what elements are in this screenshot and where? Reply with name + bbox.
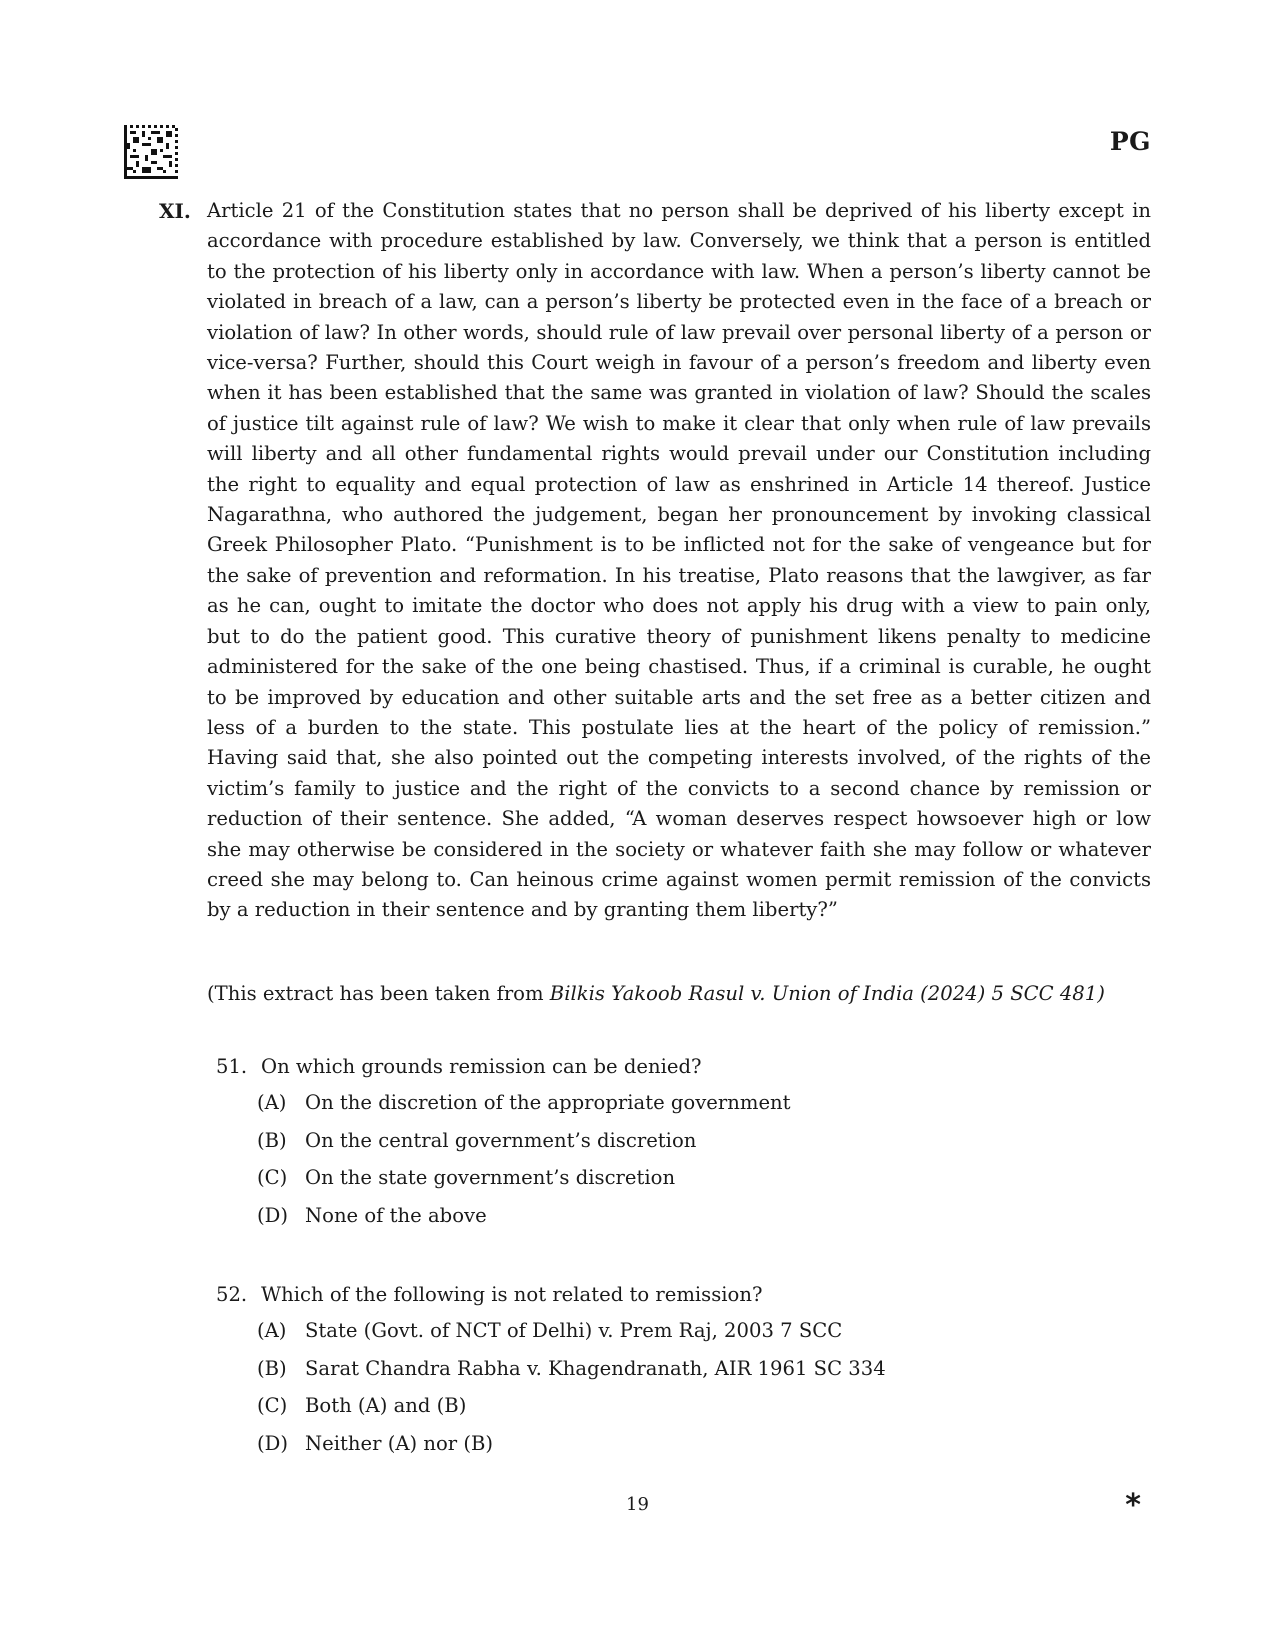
citation-prefix: (This extract has been taken from: [207, 982, 550, 1005]
option-a: [216, 1088, 1176, 1126]
option-d: [216, 1201, 1176, 1239]
option-text: Both (A) and (B): [305, 1394, 467, 1417]
question-stem: [216, 1280, 1176, 1316]
option-letter: (C): [257, 1394, 288, 1417]
option-letter: (B): [257, 1128, 287, 1152]
option-text: On the discretion of the appropriate government: [305, 1091, 791, 1114]
option-text: None of the above: [305, 1203, 487, 1227]
option-text: Sarat Chandra Rabha v. Khagendranath, AIR 1961 SC 334: [305, 1356, 886, 1380]
set-code: PG: [1109, 127, 1151, 156]
option-text: On the central government’s discretion: [305, 1128, 697, 1152]
option-text: Neither (A) nor (B): [305, 1431, 494, 1455]
option-a: [216, 1316, 1176, 1354]
option-letter: (C): [257, 1166, 288, 1189]
citation-case: Bilkis Yakoob Rasul v. Union of India (2024) 5 SCC 481): [549, 982, 1105, 1005]
passage-text: Article 21 of the Constitution states that no person shall be deprived of his liberty except in accordance with procedure established by law. Conversely, we think that a person is entitled to the protection of his liberty only in accordance with law. When a person’s liberty cannot be violated in breach of a law, can a person’s liberty be protected even in the face of a breach or violation of law? In other words, should rule of law prevail over personal liberty of a person or vice-versa? Further, should this Court weigh in favour of a person’s freedom and liberty even when it has been established that the same was granted in violation of law? Should the scales of justice tilt against rule of law? We wish to make it clear that only when rule of law prevails will liberty and all other fundamental rights would prevail under our Constitution including the right to equality and equal protection of law as enshrined in Article 14 thereof. Justice Nagarathna, who authored the judgement, began her pronouncement by invoking classical Greek Philosopher Plato. “Punishment is to be inflicted not for the sake of vengeance but for the sake of prevention and reformation. In his treatise, Plato reasons that the lawgiver, as far as he can, ought to imitate the doctor who does not apply his drug with a view to pain only, but to do the patient good. This curative theory of punishment likens penalty to medicine administered for the sake of the one being chastised. Thus, if a criminal is curable, he ought to be improved by education and other suitable arts and the set free as a better citizen and less of a burden to the state. This postulate lies at the heart of the policy of remission.” Having said that, she also pointed out the competing interests involved, of the rights of the victim’s family to justice and the right of the convicts to a second chance by remission or reduction of their sentence. She added, “A woman deserves respect howsoever high or low she may otherwise be considered in the society or whatever faith she may follow or whatever creed she may belong to. Can heinous crime against women permit remission of the convicts by a reduction in their sentence and by granting them liberty?”: [207, 199, 1151, 922]
option-letter: (B): [257, 1356, 287, 1380]
option-letter: (D): [257, 1431, 288, 1455]
option-letter: (A): [257, 1319, 287, 1342]
option-letter: (D): [257, 1203, 288, 1227]
passage-citation: [207, 979, 1167, 1009]
option-b: [216, 1126, 1176, 1164]
option-c: [216, 1391, 1176, 1429]
footer-mark: *: [1125, 1488, 1141, 1523]
section-label: XI.: [159, 199, 191, 223]
question-number: 51.: [216, 1055, 248, 1078]
question-52: [216, 1280, 1176, 1466]
question-number: 52.: [216, 1283, 248, 1306]
option-text: On the state government’s discretion: [305, 1166, 676, 1189]
question-stem: [216, 1052, 1176, 1088]
option-b: [216, 1354, 1176, 1392]
option-letter: (A): [257, 1091, 287, 1114]
question-51: [216, 1052, 1176, 1238]
option-c: [216, 1163, 1176, 1201]
option-d: [216, 1429, 1176, 1467]
question-text: On which grounds remission can be denied?: [261, 1055, 702, 1078]
datamatrix-barcode-icon: [124, 125, 178, 179]
page-number: 19: [626, 1494, 649, 1515]
option-text: State (Govt. of NCT of Delhi) v. Prem Raj, 2003 7 SCC: [305, 1319, 843, 1342]
question-text: Which of the following is not related to remission?: [261, 1283, 763, 1306]
